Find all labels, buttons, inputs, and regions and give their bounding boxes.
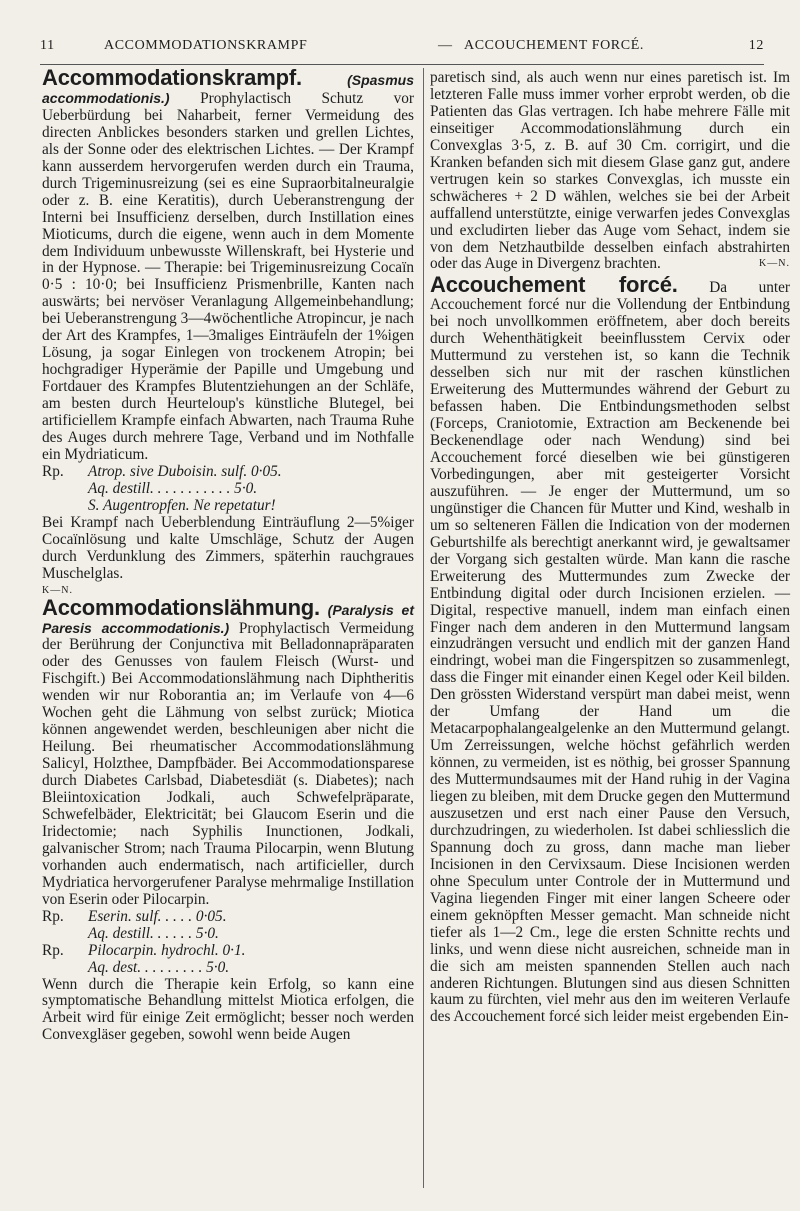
headword: Accommodationslähmung. — [42, 594, 320, 620]
author-signature: K—N. — [42, 584, 73, 596]
rx-label: Rp. — [42, 462, 64, 480]
prescription-block — [42, 464, 414, 515]
article-accommodationslaehmung — [42, 594, 415, 909]
rx-label: Rp. — [42, 941, 64, 959]
headword: Accouchement forcé. — [430, 272, 678, 298]
prescription-block — [42, 909, 414, 977]
paragraph-text: Prophylactisch Vermeidung der Berührung der Conjunctiva mit Belladonnapräparaten oder des Genusses von faulem Fleisch (Wurst- und Fischgift.) Bei Accommodationslähmung nach Diphtheritis wenden wir nur Roborantia an; im Verlaufe von 4—6 Wochen geht die Lähmung von selbst zurück; Miotica können angewendet werden, beschleunigen aber nicht die Heilung. Bei rheumatischer Accommodationslähmung Salicyl, Holzthee, Dampfbäder. Bei Accommodationsparese durch Diabetes Carlsbad, Diabetesdiät (s. Diabetes); nach Bleiintoxication Jodkali, auch Schwefelpräparate, Schwefelbäder, Elektricität; bei Glaucom Eserin und die Iridectomie; nach Syphilis Inunctionen, Jodkali, galvanischer Strom; nach Trauma Pilocarpin, wenn Blutung vorhanden auch endermatisch, nach artificieller, durch Mydriatica hervorgerufener Paralyse mehrmalige Instillation von Eserin oder Pilocarpin. — [42, 619, 414, 908]
article-accommodationskrampf — [42, 65, 415, 464]
latin-term: (Spasmus accommodationis.) — [42, 72, 414, 106]
rx-line: Eserin. sulf. . . . . 0·05. — [88, 907, 227, 925]
rx-line: Atrop. sive Duboisin. sulf. 0·05. — [88, 462, 282, 480]
left-column — [42, 65, 415, 1044]
headword: Accommodationskrampf. — [42, 65, 302, 90]
rx-line: Aq. destill. . . . . . . . . . . 5·0. — [88, 479, 258, 497]
paragraph-text: Wenn durch die Therapie kein Erfolg, so kann eine symptomatische Behandlung mittelst Miotica erfolgen, die Arbeit wird für einige Zeit ermöglicht; besser noch werden Convexgläser gegeben, sowohl wenn beide Augen — [42, 975, 414, 1044]
paragraph-text: paretisch sind, als auch wenn nur eines paretisch ist. Im letzteren Falle muss immer vorher erprobt werden, ob die Patienten das Glas vertragen. Ich habe mehrere Fälle mit einseitiger Accommodationslähmung durch ein Convexglas 3·5, z. B. auf 30 Cm. corrigirt, und die Kranken befanden sich mit diesem Glase ganz gut, andere vertrugen kein so starkes Convexglas, ich musste ein schwächeres + 2 D wählen, welches sie bei der Arbeit auffallend unterstützte, einige verwarfen jedes Convexglas und excludirten lieber das Auge vom Sehact, indem sie von dem Netzhautbilde desselben einfach abstrahirten oder das Auge in Divergenz brachten. — [430, 69, 790, 273]
article-accouchement-force — [430, 272, 791, 1026]
paragraph-text: Prophylactisch Schutz vor Ueberbürdung bei Naharbeit, ferner Vermeidung des directen Anblickes besonders starken und grellen Lichtes, als der Sonne oder des elektrischen Lichtes. — Der Krampf kann ausserdem hervorgerufen werden durch ein Trauma, durch Trigeminusreizung (sei es eine Supraorbitalneuralgie oder z. B. eine Keratitis), durch Ueberanstrengung der Interni bei Insufficienz derselben, durch Instillation eines Mioticums, durch die eigene, wenn auch in dem Momente dem Individuum unbewusste Willenskraft, bei Hysterie und in der Hypnose. — Therapie: bei Trigeminusreizung Cocaïn 0·5 : 10·0; bei Insufficienz Prismenbrille, Kanten nach auswärts; bei nervöser Veranlagung Allgemeinbehandlung; bei Ueberanstrengung 3—4wöchentliche Atropincur, je nach der Art des Krampfes, 1—3maliges Einträufeln der 1%igen Lösung, ja sogar Einlegen von trockenem Atropin; bei hochgradiger Hyperämie der Papille und Umgebung und Fortdauer des Krampfes Blutentziehungen an der Schläfe, am besten durch Heurteloup's künstliche Blutegel, bei artificiellem Krampfe einfach Abwarten, nach Trauma Ruhe des Auges durch mehrere Tage, Verband und im Nothfalle ein Mydriaticum. — [42, 89, 415, 463]
running-title-separator: — — [438, 38, 453, 53]
running-title-right: ACCOUCHEMENT FORCÉ. — [464, 38, 644, 53]
rx-line: S. Augentropfen. Ne repetatur! — [88, 496, 276, 514]
paragraph-text: Bei Krampf nach Ueberblendung Einträuflung 2—5%iger Cocaïnlösung und kalte Umschläge, Schutz der Augen durch Verdunklung des Zimmers, späterhin rauchgraues Muschelglas. — [42, 513, 414, 582]
rx-label: Rp. — [42, 907, 64, 925]
paragraph-text: Da unter Accouchement forcé nur die Vollendung der Entbindung bei noch unvollkommen eröffnetem, aber doch bereits durch Wehenthätigkeit beeinflusstem Cervix oder Muttermund zu verstehen ist, so kann die Technik desselben sich nur mit der raschen künstlichen Erweiterung des Muttermundes während der Geburt zu befassen haben. Die Entbindungsmethoden selbst (Forceps, Craniotomie, Extraction am Beckenende bei Beckenendlage oder nach Wendung) sind bei Accouchement forcé dieselben wie bei günstigeren Vorbedingungen, aber mit gesteigerter Vorsicht auszuführen. — Je enger der Muttermund, um so ungünstiger die Chancen für Mutter und Kind, weshalb in um so selteneren Fällen die Indication von der modernen Geburtshilfe als berechtigt anerkannt wird, je gewaltsamer der Vorgang sich gestalten würde. Man kann die rasche Erweiterung des Muttermundes zum Zwecke der Entbindung digital oder durch Incisionen erzielen. — Digital, respective manuell, indem man einfach einen Finger nach dem anderen in den Muttermund langsam einzudrängen versucht und endlich mit der ganzen Hand eindringt, wobei man die Fingerspitzen so zusammenlegt, dass die Finger mit einander einen Kegel oder Keil bilden. Den grössten Widerstand verspürt man dabei meist, wenn der Umfang der Hand um die Metacarpophalangealgelenke an den Muttermund gelangt. Um Zerreissungen, welche höchst gefährlich werden können, zu vermeiden, ist es nöthig, bei grosser Spannung des Muttermundsaumes mit der Hand ruhig in der Vagina liegen zu bleiben, mit dem Drucke gegen den Muttermund auszusetzen und erst nach einer Pause den Versuch, durchzudringen, zu wiederholen. Ist dabei schliesslich die Spannung doch zu gross, dann mache man lieber Incisionen in den Cervixsaum. Diese Incisionen werden ohne Speculum unter Controle der in Muttermund und Vagina liegenden Finger mit einer langen Scheere oder einem geknöpften Messer gemacht. Man schneide nicht tiefer als 1—2 Cm., lege die ersten Schnitte rechts und links, und wenn diese nicht ausreichen, schneide man in die sich am meisten spannenden Stellen auch nach anderen Richtungen. Blutungen sind aus diesen Schnitten kaum zu fürchten, viel mehr aus den im weiteren Verlaufe des Accouchement forcé sich leider meist ergebenden Ein- — [430, 279, 791, 1026]
running-title-left: ACCOMMODATIONSKRAMPF — [104, 38, 308, 53]
running-header — [40, 38, 764, 60]
rx-line: Aq. destill. . . . . . 5·0. — [88, 924, 219, 942]
right-column — [430, 70, 790, 1026]
page-number-right: 12 — [748, 38, 764, 53]
page-number-left: 11 — [40, 38, 55, 53]
rx-line: Pilocarpin. hydrochl. 0·1. — [88, 941, 246, 959]
author-signature: K—N. — [759, 258, 790, 270]
rx-line: Aq. dest. . . . . . . . . 5·0. — [88, 958, 230, 976]
paragraph-continued — [430, 70, 790, 273]
column-divider — [423, 68, 424, 1188]
latin-term: (Paralysis et Paresis accommodationis.) — [42, 601, 415, 636]
